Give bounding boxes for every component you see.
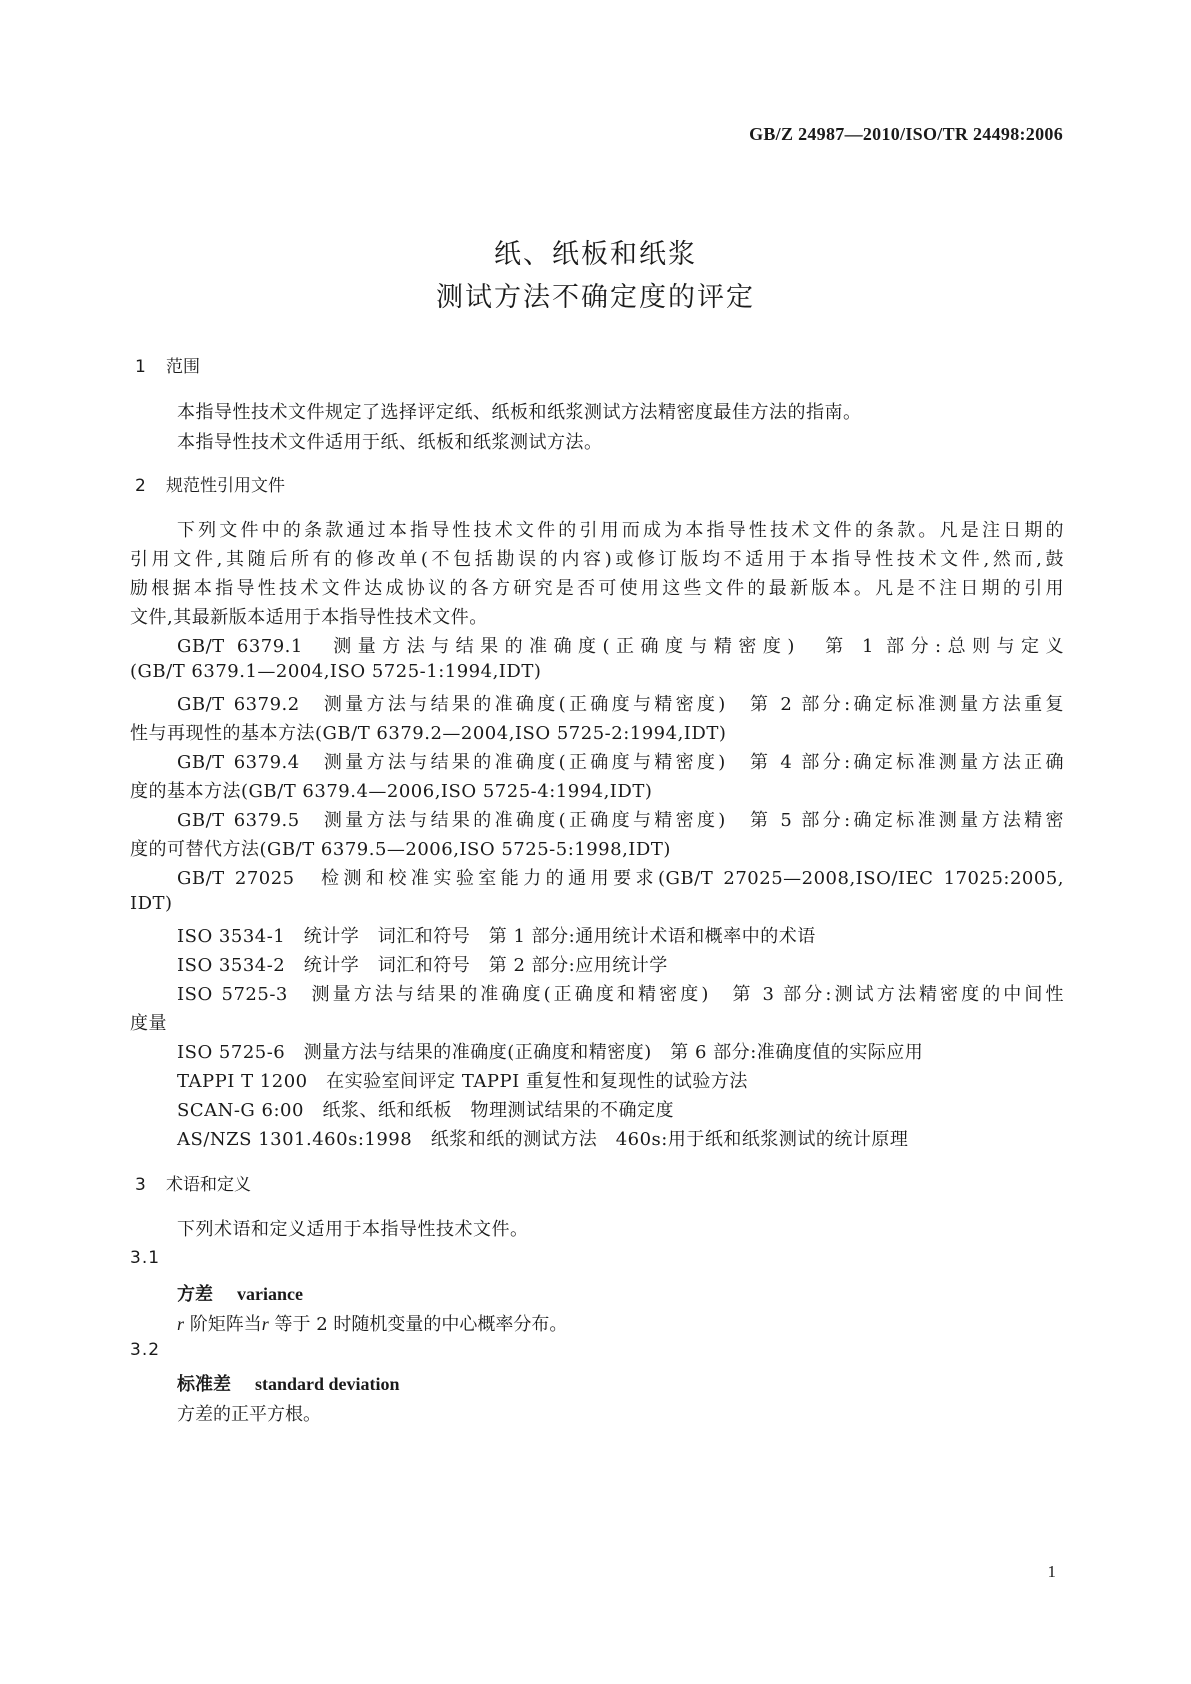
reference-item: GB/T 6379.2 测量方法与结果的准确度(正确度与精密度) 第 2 部分:确定标准测量方法重复 [177, 694, 1064, 715]
section-number: 3 [135, 1175, 146, 1195]
reference-item: ISO 3534-2 统计学 词汇和符号 第 2 部分:应用统计学 [177, 955, 668, 976]
term-entry [177, 1280, 303, 1306]
paragraph: 下列术语和定义适用于本指导性技术文件。 [177, 1219, 529, 1240]
reference-item-cont: 性与再现性的基本方法(GB/T 6379.2—2004,ISO 5725-2:1994,IDT) [130, 723, 727, 744]
section-1-heading [135, 352, 200, 377]
section-2-heading [135, 471, 285, 496]
paragraph-line: 励根据本指导性技术文件达成协议的各方研究是否可使用这些文件的最新版本。凡是不注日期的引用 [130, 578, 1064, 599]
section-title: 范围 [166, 357, 200, 377]
reference-item: SCAN-G 6:00 纸浆、纸和纸板 物理测试结果的不确定度 [177, 1100, 674, 1121]
paragraph-line: 下列文件中的条款通过本指导性技术文件的引用而成为本指导性技术文件的条款。凡是注日期的 [177, 520, 1064, 541]
math-var: r [177, 1314, 185, 1334]
paragraph: 本指导性技术文件规定了选择评定纸、纸板和纸浆测试方法精密度最佳方法的指南。 [177, 402, 862, 423]
reference-item-cont: 度的基本方法(GB/T 6379.4—2006,ISO 5725-4:1994,IDT) [130, 781, 653, 802]
reference-item: TAPPI T 1200 在实验室间评定 TAPPI 重复性和复现性的试验方法 [177, 1071, 748, 1092]
reference-item: ISO 5725-3 测量方法与结果的准确度(正确度和精密度) 第 3 部分:测试方法精密度的中间性 [177, 984, 1064, 1005]
reference-item: AS/NZS 1301.460s:1998 纸浆和纸的测试方法 460s:用于纸和纸浆测试的统计原理 [177, 1129, 909, 1150]
reference-item-cont: 度量 [130, 1013, 167, 1034]
standard-code: GB/Z 24987—2010/ISO/TR 24498:2006 [749, 124, 1063, 144]
term-entry [177, 1370, 400, 1396]
term-zh: 标准差 [177, 1374, 231, 1395]
reference-item-cont: 度的可替代方法(GB/T 6379.5—2006,ISO 5725-5:1998,IDT) [130, 839, 671, 860]
section-3-heading [135, 1170, 251, 1195]
reference-item: ISO 5725-6 测量方法与结果的准确度(正确度和精密度) 第 6 部分:准确度值的实际应用 [177, 1042, 924, 1063]
paragraph-line: 引用文件,其随后所有的修改单(不包括勘误的内容)或修订版均不适用于本指导性技术文件,然而,鼓 [130, 549, 1064, 570]
definition-text: 阶矩阵当 [184, 1314, 262, 1335]
reference-item: GB/T 27025 检测和校准实验室能力的通用要求(GB/T 27025—2008,ISO/IEC 17025:2005, [177, 868, 1064, 889]
reference-item: GB/T 6379.5 测量方法与结果的准确度(正确度与精密度) 第 5 部分:确定标准测量方法精密 [177, 810, 1064, 831]
definition-text: 等于 2 时随机变量的中心概率分布。 [268, 1314, 568, 1335]
term-en: variance [237, 1284, 303, 1304]
section-number: 1 [135, 357, 146, 377]
reference-item: ISO 3534-1 统计学 词汇和符号 第 1 部分:通用统计术语和概率中的术语 [177, 926, 816, 947]
reference-item: GB/T 6379.1 测量方法与结果的准确度(正确度与精密度) 第 1 部分:总则与定义 [177, 636, 1064, 657]
section-number: 2 [135, 476, 146, 496]
term-definition: 方差的正平方根。 [177, 1404, 321, 1425]
reference-item: GB/T 6379.4 测量方法与结果的准确度(正确度与精密度) 第 4 部分:确定标准测量方法正确 [177, 752, 1064, 773]
reference-item-cont: IDT) [130, 893, 173, 914]
clause-number-3-1: 3.1 [130, 1248, 161, 1268]
section-title: 术语和定义 [166, 1175, 251, 1195]
clause-number-3-2: 3.2 [130, 1340, 161, 1360]
title-line-1: 纸、纸板和纸浆 [494, 239, 697, 270]
term-en: standard deviation [255, 1374, 400, 1394]
reference-item-cont: (GB/T 6379.1—2004,ISO 5725-1:1994,IDT) [130, 661, 542, 682]
section-title: 规范性引用文件 [166, 476, 285, 496]
math-var: r [261, 1314, 269, 1334]
paragraph-line: 文件,其最新版本适用于本指导性技术文件。 [130, 607, 488, 628]
term-definition [177, 1310, 567, 1336]
term-zh: 方差 [177, 1284, 213, 1305]
paragraph: 本指导性技术文件适用于纸、纸板和纸浆测试方法。 [177, 432, 603, 453]
page-number: 1 [1047, 1562, 1056, 1581]
title-line-2: 测试方法不确定度的评定 [436, 282, 755, 313]
